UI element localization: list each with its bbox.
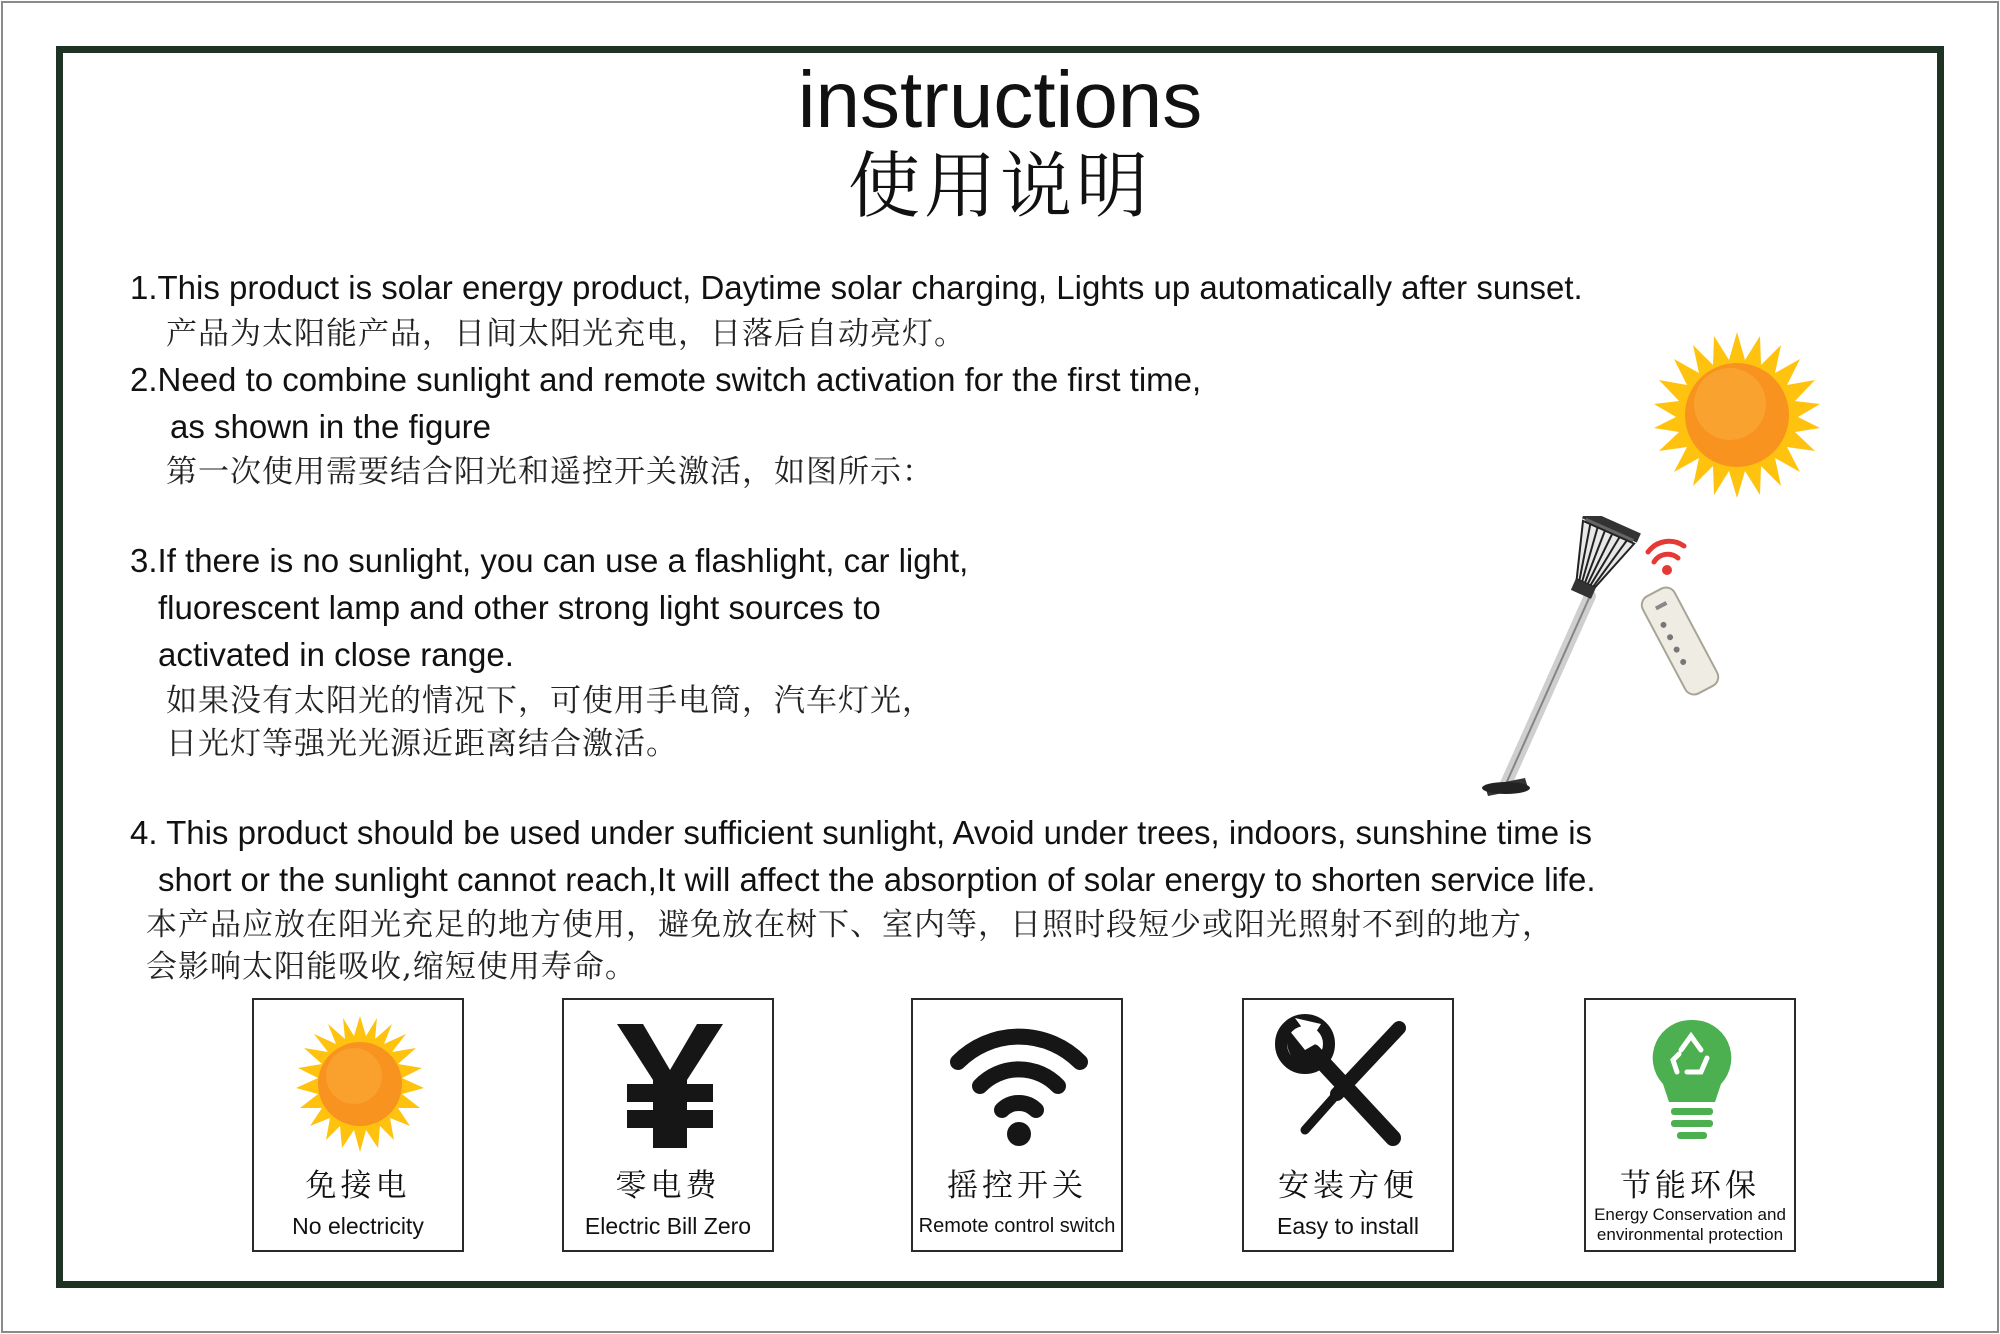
instruction-4-zh-line-1: 本产品应放在阳光充足的地方使用，避免放在树下、室内等，日照时段短少或阳光照射不到的地方， xyxy=(146,907,1554,943)
feature-label-zh: 免接电 xyxy=(305,1168,411,1204)
feature-no-electricity xyxy=(252,998,464,1252)
instruction-1-zh-line-1: 产品为太阳能产品，日间太阳光充电，日落后自动亮灯。 xyxy=(166,316,966,352)
feature-label-en: Remote control switch xyxy=(918,1215,1116,1237)
instruction-2-en-line-2: as shown in the figure xyxy=(170,408,492,445)
feature-label-zh: 摇控开关 xyxy=(947,1168,1087,1204)
yen-icon xyxy=(595,1014,745,1154)
instruction-3-zh-line-2: 日光灯等强光光源近距离结合激活。 xyxy=(166,726,678,762)
instruction-1-en-line-1: 1.This product is solar energy product, Daytime solar charging, Lights up automatically after sunset. xyxy=(130,269,1583,306)
feature-label-en: Easy to install xyxy=(1277,1213,1419,1239)
sun-icon xyxy=(1652,330,1822,500)
instruction-3-en-line-2: fluorescent lamp and other strong light sources to xyxy=(158,589,881,626)
feature-label-zh: 节能环保 xyxy=(1620,1168,1760,1204)
feature-label-zh: 安装方便 xyxy=(1278,1168,1418,1204)
remote-control-icon xyxy=(1638,541,1721,698)
feature-label-en: Energy Conservation and environmental protection xyxy=(1594,1205,1786,1244)
feature-remote-control-switch xyxy=(911,998,1123,1252)
instruction-4-zh-line-2: 会影响太阳能吸收,缩短使用寿命。 xyxy=(146,949,637,985)
feature-label-en: No electricity xyxy=(292,1213,424,1239)
sun-icon xyxy=(285,1014,435,1154)
solar-garden-lamp xyxy=(1480,516,1780,806)
tools-icon xyxy=(1275,1014,1425,1154)
wifi-icon xyxy=(944,1014,1094,1154)
feature-label-en: Electric Bill Zero xyxy=(584,1213,752,1239)
instruction-2-en-line-1: 2.Need to combine sunlight and remote switch activation for the first time, xyxy=(130,361,1202,398)
feature-electric-bill-zero xyxy=(562,998,774,1252)
eco-bulb-icon xyxy=(1617,1014,1767,1154)
instruction-3-zh-line-1: 如果没有太阳光的情况下，可使用手电筒，汽车灯光， xyxy=(166,683,934,719)
instruction-3-en-line-3: activated in close range. xyxy=(158,636,514,673)
page-title: instructions xyxy=(797,55,1203,144)
instruction-2-zh-line-1: 第一次使用需要结合阳光和遥控开关激活，如图所示： xyxy=(166,454,934,490)
page-subtitle: 使用说明 xyxy=(847,144,1152,228)
feature-easy-to-install xyxy=(1242,998,1454,1252)
instruction-3-en-line-1: 3.If there is no sunlight, you can use a flashlight, car light, xyxy=(130,542,969,579)
instruction-4-en-line-2: short or the sunlight cannot reach,It will affect the absorption of solar energy to shorten service life. xyxy=(158,861,1596,898)
feature-energy-conservation xyxy=(1584,998,1796,1252)
instruction-4-en-line-1: 4. This product should be used under sufficient sunlight, Avoid under trees, indoors, sunshine time is xyxy=(130,814,1593,851)
feature-label-zh: 零电费 xyxy=(615,1168,721,1204)
